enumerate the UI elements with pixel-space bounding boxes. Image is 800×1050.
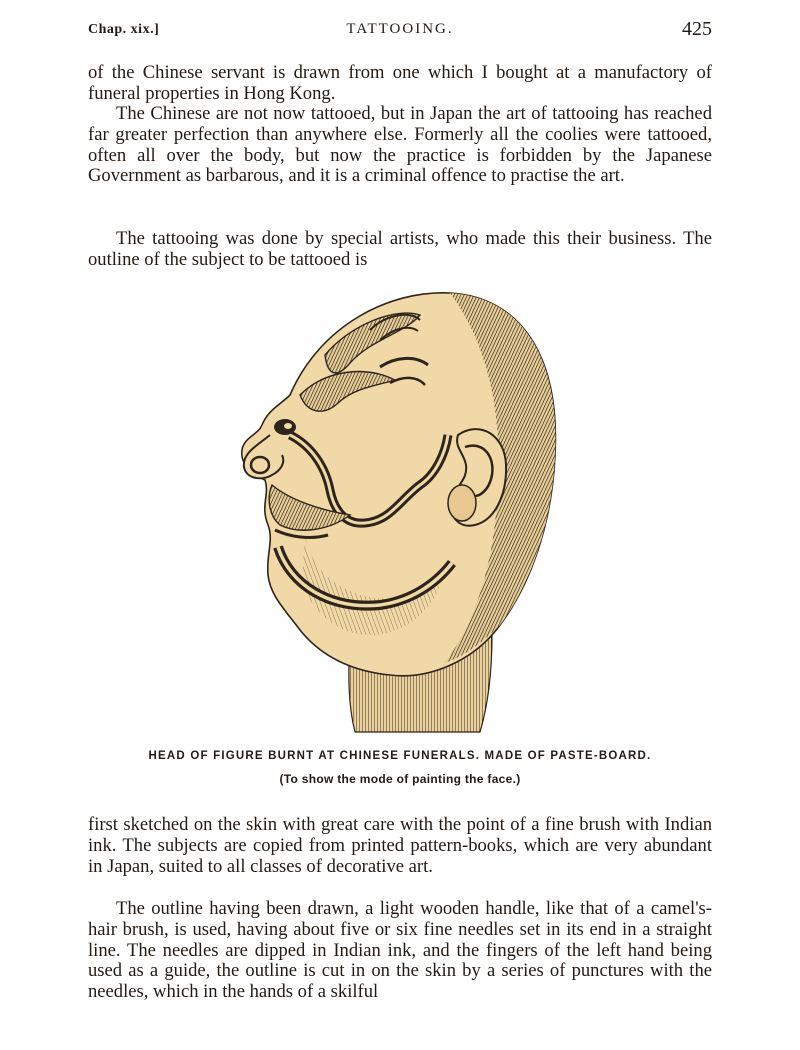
tattooed-head-engraving [230,285,565,735]
chapter-label: Chap. xix.] [88,22,160,37]
paragraph: first sketched on the skin with great care with the point of a fine brush with Indian ink. The subjects are copied from printed pattern-books, which are very abundant in Japan, suited to all classes of decorative art. [88,814,712,877]
paragraph: The outline having been drawn, a light wooden handle, like that of a camel's-hair brush, is used, having about five or six fine needles set in its end in a straight line. The needles are dipped in Indian ink, and the fingers of the left hand being used as a guide, the outline is cut in on the skin by a series of punctures with the needles, which in the hands of a skilful [88,898,712,1003]
paragraph: The Chinese are not now tattooed, but in Japan the art of tattooing has reached far greater perfection than anywhere else. Formerly all the coolies were tattooed, often all over the body, but now the practice is forbidden by the Japanese Government as barbarous, and it is a criminal offence to practise the art. [88,103,712,187]
figure-head-illustration [230,285,565,735]
page-number: 425 [682,18,712,40]
paragraph: of the Chinese servant is drawn from one which I bought at a manufactory of funeral properties in Hong Kong. [88,62,712,104]
running-title: TATTOOING. [346,21,454,37]
paragraph: The tattooing was done by special artists, who made this their business. The outline of the subject to be tattooed is [88,228,712,270]
running-head [88,18,712,44]
figure-subcaption: (To show the mode of painting the face.) [279,772,521,786]
figure-caption: HEAD OF FIGURE BURNT AT CHINESE FUNERALS. MADE OF PASTE-BOARD. [148,750,652,762]
